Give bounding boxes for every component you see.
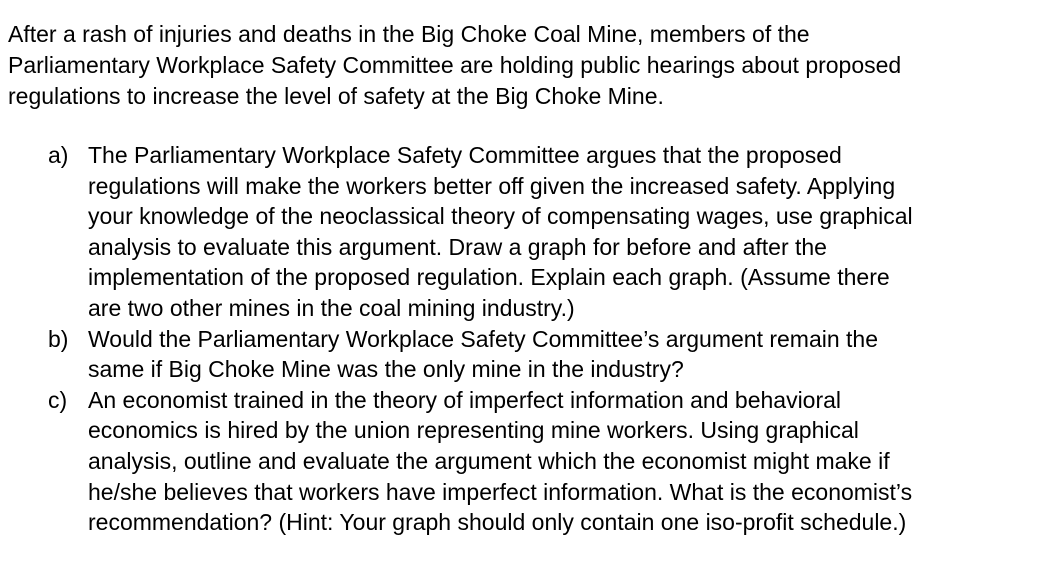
question-line: regulations will make the workers better off given the increased safety. Applying — [88, 172, 896, 199]
question-line: An economist trained in the theory of imperfect information and behavioral — [88, 386, 842, 413]
intro-line: After a rash of injuries and deaths in the Big Choke Coal Mine, members of the — [8, 21, 810, 47]
question-line: implementation of the proposed regulation. Explain each graph. (Assume there — [88, 264, 890, 291]
question-marker: c) — [48, 386, 68, 413]
question-line: are two other mines in the coal mining industry.) — [88, 294, 575, 321]
question-line: analysis to evaluate this argument. Draw a graph for before and after the — [88, 233, 827, 260]
question-b — [8, 324, 1053, 385]
intro-line: Parliamentary Workplace Safety Committee are holding public hearings about proposed — [8, 52, 902, 78]
question-line: The Parliamentary Workplace Safety Committee argues that the proposed — [88, 142, 842, 168]
question-line: analysis, outline and evaluate the argument which the economist might make if — [88, 447, 890, 474]
question-marker: a) — [48, 142, 69, 168]
question-c — [8, 385, 1053, 538]
question-line: recommendation? (Hint: Your graph should only contain one iso-profit schedule.) — [88, 509, 907, 536]
question-line: Would the Parliamentary Workplace Safety Committee’s argument remain the — [88, 325, 879, 352]
question-line: economics is hired by the union representing mine workers. Using graphical — [88, 417, 859, 444]
intro-line: regulations to increase the level of safety at the Big Choke Mine. — [8, 83, 664, 109]
question-line: same if Big Choke Mine was the only mine in the industry? — [88, 356, 684, 383]
document-page — [8, 19, 1053, 538]
question-list — [8, 140, 1053, 538]
question-line: your knowledge of the neoclassical theory of compensating wages, use graphical — [88, 203, 913, 230]
question-line: he/she believes that workers have imperfect information. What is the economist’s — [88, 478, 913, 505]
question-marker: b) — [48, 325, 69, 352]
intro-paragraph — [8, 19, 1053, 112]
question-a — [8, 140, 1053, 324]
